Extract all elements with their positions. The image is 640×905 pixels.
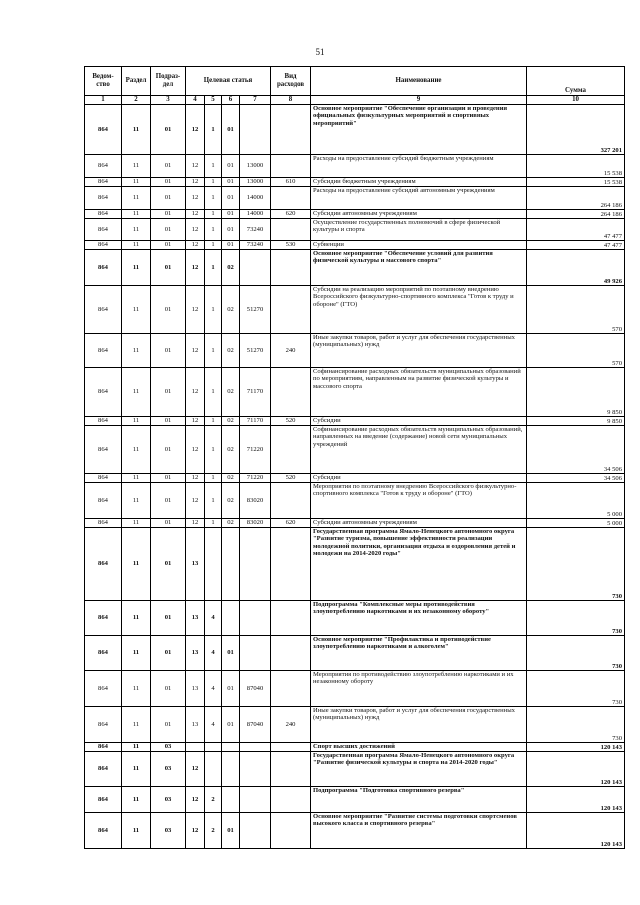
- target-subprogram-cell: 1: [205, 519, 222, 528]
- target-subprogram-cell: 1: [205, 474, 222, 483]
- name-cell: Субсидии автономным учреждениям: [311, 210, 527, 219]
- target-program-cell: 12: [186, 417, 205, 426]
- razdel-cell: 11: [122, 636, 151, 671]
- sum-cell: 120 143: [527, 787, 625, 813]
- name-cell: Осуществление государственных полномочий в сфере физической культуры и спорта: [311, 219, 527, 241]
- target-event-cell: 02: [222, 286, 240, 334]
- table-row: [85, 636, 625, 671]
- podrazdel-cell: 01: [151, 707, 186, 743]
- target-subprogram-cell: 1: [205, 105, 222, 155]
- vedomstvo-cell: 864: [85, 528, 122, 601]
- podrazdel-cell: 01: [151, 219, 186, 241]
- col-header-sum: Сумма: [527, 67, 625, 96]
- target-program-cell: 12: [186, 187, 205, 210]
- expense-type-cell: 520: [271, 417, 311, 426]
- target-subprogram-cell: 1: [205, 187, 222, 210]
- table-row: [85, 417, 625, 426]
- col-header-razdel: Раздел: [122, 67, 151, 96]
- target-direction-cell: 51270: [240, 334, 271, 368]
- table-row: [85, 707, 625, 743]
- name-cell: Софинансирование расходных обязательств муниципальных образований, направленных на введение (содержание) новой сети муниципальных учреждений: [311, 426, 527, 474]
- column-number-row: [85, 96, 625, 105]
- expense-type-cell: [271, 528, 311, 601]
- vedomstvo-cell: 864: [85, 474, 122, 483]
- target-direction-cell: 71220: [240, 474, 271, 483]
- vedomstvo-cell: 864: [85, 187, 122, 210]
- podrazdel-cell: 01: [151, 474, 186, 483]
- target-event-cell: 02: [222, 426, 240, 474]
- target-direction-cell: [240, 752, 271, 787]
- table-row: [85, 752, 625, 787]
- razdel-cell: 11: [122, 210, 151, 219]
- sum-cell: 730: [527, 601, 625, 636]
- target-program-cell: 13: [186, 601, 205, 636]
- target-direction-cell: 13000: [240, 155, 271, 178]
- target-event-cell: 01: [222, 210, 240, 219]
- name-cell: Субсидии на реализацию мероприятий по поэтапному внедрению Всероссийского физкультурно-спортивного комплекса "Готов к труду и обороне" (ГТО): [311, 286, 527, 334]
- col-header-vedomstvo: Ведом-ство: [85, 67, 122, 96]
- target-event-cell: 02: [222, 368, 240, 417]
- vedomstvo-cell: 864: [85, 368, 122, 417]
- podrazdel-cell: 01: [151, 528, 186, 601]
- target-event-cell: 01: [222, 187, 240, 210]
- expense-type-cell: [271, 368, 311, 417]
- sum-cell: 570: [527, 286, 625, 334]
- razdel-cell: 11: [122, 813, 151, 849]
- target-direction-cell: [240, 250, 271, 286]
- razdel-cell: 11: [122, 155, 151, 178]
- target-direction-cell: 13000: [240, 178, 271, 187]
- table-body: [85, 105, 625, 849]
- target-subprogram-cell: 1: [205, 155, 222, 178]
- expense-type-cell: 620: [271, 519, 311, 528]
- expense-type-cell: 530: [271, 241, 311, 250]
- col-number: 7: [240, 96, 271, 105]
- expense-type-cell: [271, 187, 311, 210]
- name-cell: Софинансирование расходных обязательств муниципальных образований по мероприятиям, направленным на развитие физической культуры и массового спорта: [311, 368, 527, 417]
- target-program-cell: 12: [186, 334, 205, 368]
- razdel-cell: 11: [122, 601, 151, 636]
- razdel-cell: 11: [122, 787, 151, 813]
- target-subprogram-cell: [205, 743, 222, 752]
- target-direction-cell: [240, 105, 271, 155]
- expense-type-cell: 240: [271, 707, 311, 743]
- razdel-cell: 11: [122, 671, 151, 707]
- col-header-target: Целевая статья: [186, 67, 271, 96]
- target-event-cell: 01: [222, 155, 240, 178]
- vedomstvo-cell: 864: [85, 671, 122, 707]
- target-direction-cell: 71170: [240, 368, 271, 417]
- vedomstvo-cell: 864: [85, 250, 122, 286]
- target-event-cell: 01: [222, 636, 240, 671]
- target-direction-cell: 51270: [240, 286, 271, 334]
- razdel-cell: 11: [122, 483, 151, 519]
- expense-type-cell: [271, 752, 311, 787]
- razdel-cell: 11: [122, 250, 151, 286]
- target-program-cell: 12: [186, 483, 205, 519]
- vedomstvo-cell: 864: [85, 210, 122, 219]
- sum-cell: 264 186: [527, 187, 625, 210]
- expense-type-cell: [271, 219, 311, 241]
- podrazdel-cell: 03: [151, 752, 186, 787]
- target-direction-cell: 73240: [240, 241, 271, 250]
- podrazdel-cell: 01: [151, 155, 186, 178]
- table-row: [85, 787, 625, 813]
- expense-type-cell: [271, 671, 311, 707]
- target-subprogram-cell: 1: [205, 178, 222, 187]
- podrazdel-cell: 01: [151, 601, 186, 636]
- sum-cell: 730: [527, 671, 625, 707]
- podrazdel-cell: 01: [151, 636, 186, 671]
- col-number: 4: [186, 96, 205, 105]
- table-row: [85, 219, 625, 241]
- sum-cell: 120 143: [527, 752, 625, 787]
- target-direction-cell: 87040: [240, 707, 271, 743]
- sum-cell: 327 201: [527, 105, 625, 155]
- vedomstvo-cell: 864: [85, 636, 122, 671]
- podrazdel-cell: 01: [151, 417, 186, 426]
- col-number: 8: [271, 96, 311, 105]
- razdel-cell: 11: [122, 426, 151, 474]
- target-direction-cell: 71220: [240, 426, 271, 474]
- razdel-cell: 11: [122, 286, 151, 334]
- podrazdel-cell: 01: [151, 187, 186, 210]
- vedomstvo-cell: 864: [85, 519, 122, 528]
- target-event-cell: 01: [222, 707, 240, 743]
- target-subprogram-cell: 1: [205, 483, 222, 519]
- table-row: [85, 528, 625, 601]
- podrazdel-cell: 01: [151, 178, 186, 187]
- target-subprogram-cell: 4: [205, 636, 222, 671]
- budget-table: [84, 66, 625, 849]
- target-direction-cell: 71170: [240, 417, 271, 426]
- target-program-cell: 13: [186, 707, 205, 743]
- target-subprogram-cell: [205, 528, 222, 601]
- podrazdel-cell: 01: [151, 286, 186, 334]
- name-cell: Основное мероприятие "Развитие системы подготовки спортсменов высокого класса и спортивного резерва": [311, 813, 527, 849]
- expense-type-cell: [271, 601, 311, 636]
- podrazdel-cell: 01: [151, 671, 186, 707]
- target-event-cell: [222, 743, 240, 752]
- sum-cell: 9 850: [527, 368, 625, 417]
- name-cell: Субвенции: [311, 241, 527, 250]
- name-cell: Иные закупки товаров, работ и услуг для обеспечения государственных (муниципальных) нужд: [311, 334, 527, 368]
- target-subprogram-cell: 1: [205, 210, 222, 219]
- col-number: 5: [205, 96, 222, 105]
- razdel-cell: 11: [122, 334, 151, 368]
- sum-cell: 15 538: [527, 155, 625, 178]
- name-cell: Субсидии автономным учреждениям: [311, 519, 527, 528]
- vedomstvo-cell: 864: [85, 155, 122, 178]
- expense-type-cell: [271, 813, 311, 849]
- target-program-cell: 13: [186, 528, 205, 601]
- name-cell: Мероприятия по противодействию злоупотреблению наркотиками и их незаконному обороту: [311, 671, 527, 707]
- expense-type-cell: 240: [271, 334, 311, 368]
- expense-type-cell: [271, 286, 311, 334]
- name-cell: Основное мероприятие "Профилактика и противодействие злоупотреблению наркотиками и алкоголем": [311, 636, 527, 671]
- razdel-cell: 11: [122, 105, 151, 155]
- name-cell: Основное мероприятие "Обеспечение условий для развития физической культуры и массового спорта": [311, 250, 527, 286]
- table-row: [85, 601, 625, 636]
- target-event-cell: [222, 787, 240, 813]
- razdel-cell: 11: [122, 178, 151, 187]
- target-subprogram-cell: 1: [205, 417, 222, 426]
- target-program-cell: 12: [186, 241, 205, 250]
- expense-type-cell: 520: [271, 474, 311, 483]
- col-number: 3: [151, 96, 186, 105]
- vedomstvo-cell: 864: [85, 787, 122, 813]
- vedomstvo-cell: 864: [85, 105, 122, 155]
- vedomstvo-cell: 864: [85, 813, 122, 849]
- col-number: 2: [122, 96, 151, 105]
- table-row: [85, 105, 625, 155]
- target-program-cell: 12: [186, 787, 205, 813]
- target-subprogram-cell: 1: [205, 241, 222, 250]
- sum-cell: 47 477: [527, 219, 625, 241]
- target-subprogram-cell: 1: [205, 334, 222, 368]
- col-header-name: Наименование: [311, 67, 527, 96]
- table-row: [85, 519, 625, 528]
- target-subprogram-cell: [205, 752, 222, 787]
- razdel-cell: 11: [122, 707, 151, 743]
- target-program-cell: 12: [186, 426, 205, 474]
- expense-type-cell: [271, 483, 311, 519]
- target-direction-cell: [240, 636, 271, 671]
- target-event-cell: 01: [222, 219, 240, 241]
- expense-type-cell: 610: [271, 178, 311, 187]
- target-direction-cell: [240, 528, 271, 601]
- target-program-cell: 12: [186, 368, 205, 417]
- target-subprogram-cell: 2: [205, 813, 222, 849]
- vedomstvo-cell: 864: [85, 483, 122, 519]
- target-event-cell: 02: [222, 417, 240, 426]
- sum-cell: 34 506: [527, 474, 625, 483]
- expense-type-cell: 620: [271, 210, 311, 219]
- target-direction-cell: [240, 601, 271, 636]
- target-program-cell: 13: [186, 671, 205, 707]
- name-cell: Субсидии бюджетным учреждениям: [311, 178, 527, 187]
- name-cell: Расходы на предоставление субсидий автономным учреждениям: [311, 187, 527, 210]
- sum-cell: 9 850: [527, 417, 625, 426]
- table-row: [85, 210, 625, 219]
- target-subprogram-cell: 1: [205, 219, 222, 241]
- razdel-cell: 11: [122, 752, 151, 787]
- sum-cell: 15 538: [527, 178, 625, 187]
- name-cell: Подпрограмма "Подготовка спортивного резерва": [311, 787, 527, 813]
- table-row: [85, 187, 625, 210]
- col-number: 1: [85, 96, 122, 105]
- expense-type-cell: [271, 426, 311, 474]
- table-row: [85, 474, 625, 483]
- target-direction-cell: 83020: [240, 483, 271, 519]
- sum-cell: 730: [527, 707, 625, 743]
- table-row: [85, 483, 625, 519]
- razdel-cell: 11: [122, 417, 151, 426]
- vedomstvo-cell: 864: [85, 241, 122, 250]
- col-number: 6: [222, 96, 240, 105]
- target-program-cell: 12: [186, 752, 205, 787]
- target-subprogram-cell: 1: [205, 368, 222, 417]
- target-program-cell: 12: [186, 155, 205, 178]
- target-program-cell: 12: [186, 219, 205, 241]
- sum-cell: 5 000: [527, 519, 625, 528]
- razdel-cell: 11: [122, 368, 151, 417]
- vedomstvo-cell: 864: [85, 601, 122, 636]
- table-row: [85, 241, 625, 250]
- target-program-cell: 12: [186, 286, 205, 334]
- vedomstvo-cell: 864: [85, 417, 122, 426]
- vedomstvo-cell: 864: [85, 178, 122, 187]
- name-cell: Субсидии: [311, 417, 527, 426]
- target-direction-cell: [240, 813, 271, 849]
- target-direction-cell: 14000: [240, 210, 271, 219]
- podrazdel-cell: 01: [151, 241, 186, 250]
- expense-type-cell: [271, 105, 311, 155]
- table-row: [85, 426, 625, 474]
- sum-cell: 5 000: [527, 483, 625, 519]
- name-cell: Государственная программа Ямало-Ненецкого автономного округа "Развитие физической культуры и спорта на 2014-2020 годы": [311, 752, 527, 787]
- target-direction-cell: 87040: [240, 671, 271, 707]
- target-program-cell: 12: [186, 250, 205, 286]
- expense-type-cell: [271, 636, 311, 671]
- col-number: 10: [527, 96, 625, 105]
- target-program-cell: 12: [186, 474, 205, 483]
- sum-cell: 47 477: [527, 241, 625, 250]
- target-event-cell: 02: [222, 474, 240, 483]
- target-event-cell: 01: [222, 813, 240, 849]
- vedomstvo-cell: 864: [85, 752, 122, 787]
- target-event-cell: 01: [222, 671, 240, 707]
- vedomstvo-cell: 864: [85, 219, 122, 241]
- podrazdel-cell: 01: [151, 483, 186, 519]
- target-program-cell: 12: [186, 519, 205, 528]
- vedomstvo-cell: 864: [85, 743, 122, 752]
- target-event-cell: 02: [222, 250, 240, 286]
- name-cell: Мероприятия по поэтапному внедрению Всероссийского физкультурно-спортивного комплекса "Готов к труду и обороне" (ГТО): [311, 483, 527, 519]
- target-subprogram-cell: 4: [205, 707, 222, 743]
- table-row: [85, 178, 625, 187]
- sum-cell: 34 506: [527, 426, 625, 474]
- target-direction-cell: [240, 743, 271, 752]
- name-cell: Государственная программа Ямало-Ненецкого автономного округа "Развитие туризма, повышение эффективности реализации молодежной политики, организация отдыха и оздоровления детей и молодежи на 2014-2020 годы": [311, 528, 527, 601]
- target-event-cell: 01: [222, 241, 240, 250]
- razdel-cell: 11: [122, 743, 151, 752]
- vedomstvo-cell: 864: [85, 334, 122, 368]
- name-cell: Подпрограмма "Комплексные меры противодействия злоупотреблению наркотиками и их незаконному обороту": [311, 601, 527, 636]
- target-subprogram-cell: 1: [205, 250, 222, 286]
- vedomstvo-cell: 864: [85, 286, 122, 334]
- podrazdel-cell: 01: [151, 426, 186, 474]
- target-event-cell: [222, 752, 240, 787]
- target-program-cell: 12: [186, 210, 205, 219]
- expense-type-cell: [271, 743, 311, 752]
- podrazdel-cell: 01: [151, 334, 186, 368]
- table-row: [85, 155, 625, 178]
- name-cell: Иные закупки товаров, работ и услуг для обеспечения государственных (муниципальных) нужд: [311, 707, 527, 743]
- table-row: [85, 813, 625, 849]
- podrazdel-cell: 03: [151, 787, 186, 813]
- expense-type-cell: [271, 155, 311, 178]
- target-event-cell: [222, 601, 240, 636]
- target-direction-cell: 83020: [240, 519, 271, 528]
- sum-cell: 730: [527, 528, 625, 601]
- expense-type-cell: [271, 250, 311, 286]
- target-program-cell: [186, 743, 205, 752]
- header-row: [85, 67, 625, 96]
- sum-cell: 730: [527, 636, 625, 671]
- target-subprogram-cell: 4: [205, 671, 222, 707]
- col-header-podrazdel: Подраз-дел: [151, 67, 186, 96]
- podrazdel-cell: 01: [151, 105, 186, 155]
- sum-cell: 264 186: [527, 210, 625, 219]
- target-program-cell: 13: [186, 636, 205, 671]
- podrazdel-cell: 01: [151, 368, 186, 417]
- target-subprogram-cell: 1: [205, 286, 222, 334]
- name-cell: Основное мероприятие "Обеспечение организации и проведения официальных физкультурных мероприятий и спортивных мероприятий": [311, 105, 527, 155]
- target-direction-cell: 14000: [240, 187, 271, 210]
- name-cell: Субсидии: [311, 474, 527, 483]
- sum-cell: 570: [527, 334, 625, 368]
- target-subprogram-cell: 4: [205, 601, 222, 636]
- podrazdel-cell: 01: [151, 250, 186, 286]
- target-event-cell: 01: [222, 178, 240, 187]
- sum-cell: 120 143: [527, 743, 625, 752]
- target-direction-cell: 73240: [240, 219, 271, 241]
- razdel-cell: 11: [122, 519, 151, 528]
- name-cell: Расходы на предоставление субсидий бюджетным учреждениям: [311, 155, 527, 178]
- table-row: [85, 671, 625, 707]
- target-program-cell: 12: [186, 813, 205, 849]
- podrazdel-cell: 03: [151, 813, 186, 849]
- razdel-cell: 11: [122, 187, 151, 210]
- target-event-cell: 01: [222, 105, 240, 155]
- razdel-cell: 11: [122, 528, 151, 601]
- page-number: 51: [315, 47, 325, 57]
- podrazdel-cell: 03: [151, 743, 186, 752]
- podrazdel-cell: 01: [151, 210, 186, 219]
- target-event-cell: 02: [222, 519, 240, 528]
- target-program-cell: 12: [186, 105, 205, 155]
- sum-cell: 120 143: [527, 813, 625, 849]
- vedomstvo-cell: 864: [85, 707, 122, 743]
- expense-type-cell: [271, 787, 311, 813]
- podrazdel-cell: 01: [151, 519, 186, 528]
- table-row: [85, 250, 625, 286]
- sum-cell: 49 926: [527, 250, 625, 286]
- vedomstvo-cell: 864: [85, 426, 122, 474]
- name-cell: Спорт высших достижений: [311, 743, 527, 752]
- target-subprogram-cell: 2: [205, 787, 222, 813]
- razdel-cell: 11: [122, 219, 151, 241]
- target-event-cell: 02: [222, 334, 240, 368]
- target-event-cell: [222, 528, 240, 601]
- col-number: 9: [311, 96, 527, 105]
- table-row: [85, 334, 625, 368]
- razdel-cell: 11: [122, 241, 151, 250]
- table-row: [85, 743, 625, 752]
- razdel-cell: 11: [122, 474, 151, 483]
- target-event-cell: 02: [222, 483, 240, 519]
- target-program-cell: 12: [186, 178, 205, 187]
- col-header-vid: Вид расходов: [271, 67, 311, 96]
- target-subprogram-cell: 1: [205, 426, 222, 474]
- table-row: [85, 368, 625, 417]
- target-direction-cell: [240, 787, 271, 813]
- table-row: [85, 286, 625, 334]
